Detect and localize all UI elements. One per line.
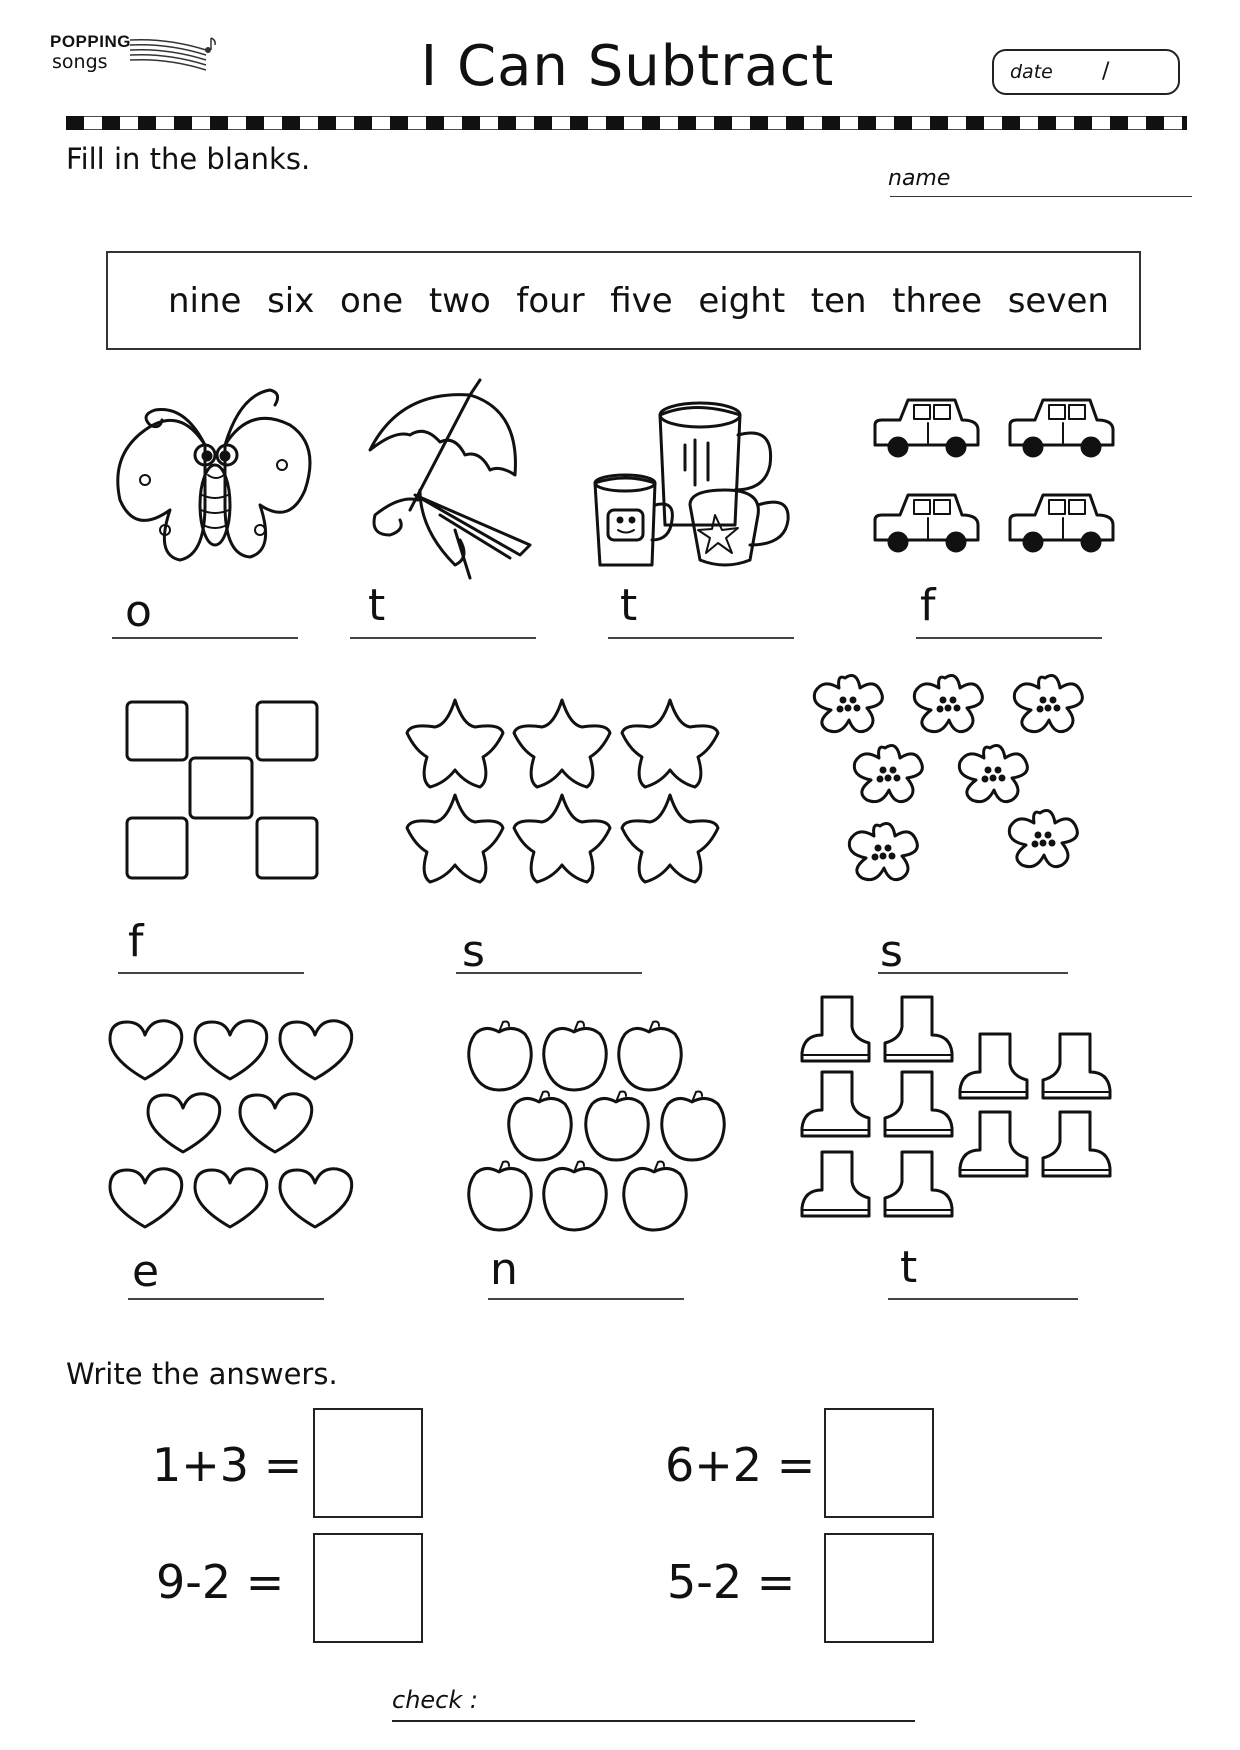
answer-blank[interactable] (112, 637, 298, 639)
answer-blank[interactable] (878, 972, 1068, 974)
word-bank-item: four (516, 281, 585, 321)
answer-blank[interactable] (118, 972, 304, 974)
answer-blank[interactable] (350, 637, 536, 639)
square-icon (125, 700, 325, 885)
answer-box[interactable] (313, 1533, 423, 1643)
blank-first-letter: s (462, 926, 485, 977)
answer-blank[interactable] (608, 637, 794, 639)
butterfly-icon (110, 385, 320, 565)
math-problem: 6+2 = (665, 1438, 816, 1492)
flower-icon (805, 670, 1105, 895)
blank-first-letter: t (620, 580, 638, 631)
word-bank-item: eight (698, 281, 786, 321)
word-bank (106, 251, 1141, 350)
answer-blank[interactable] (916, 637, 1102, 639)
page-title: I Can Subtract (420, 34, 835, 99)
name-label: name (888, 166, 951, 191)
answer-blank[interactable] (888, 1298, 1078, 1300)
math-problem: 5-2 = (667, 1555, 796, 1609)
blank-first-letter: t (900, 1242, 918, 1293)
blank-first-letter: e (132, 1246, 160, 1297)
date-label: date (1010, 61, 1053, 83)
logo-text-top: POPPING (50, 32, 131, 51)
name-field[interactable] (890, 196, 1192, 197)
date-separator: / (1102, 59, 1110, 84)
word-bank-item: seven (1007, 281, 1109, 321)
blank-first-letter: f (920, 580, 936, 631)
boot-icon (800, 995, 1120, 1225)
math-problem: 9-2 = (156, 1555, 285, 1609)
word-bank-item: two (428, 281, 491, 321)
date-field[interactable] (992, 49, 1180, 95)
blank-first-letter: f (128, 916, 144, 967)
blank-first-letter: o (125, 586, 152, 637)
word-bank-item: three (892, 281, 983, 321)
answer-box[interactable] (824, 1408, 934, 1518)
fill-in-instruction: Fill in the blanks. (66, 142, 311, 176)
car-icon (870, 395, 1120, 575)
word-bank-item: one (339, 281, 404, 321)
word-bank-item: ten (810, 281, 867, 321)
checkered-divider (66, 116, 1187, 130)
blank-first-letter: n (490, 1244, 518, 1295)
umbrella-icon (360, 380, 540, 580)
math-problem: 1+3 = (152, 1438, 303, 1492)
logo-text-bottom: songs (52, 51, 108, 73)
answer-box[interactable] (313, 1408, 423, 1518)
answer-blank[interactable] (128, 1298, 324, 1300)
check-label: check : (392, 1686, 478, 1714)
star-icon (400, 695, 730, 885)
word-bank-item: six (267, 281, 315, 321)
word-bank-item: nine (168, 281, 242, 321)
heart-icon (105, 1015, 365, 1235)
word-bank-item: five (610, 281, 673, 321)
answers-instruction: Write the answers. (66, 1357, 338, 1391)
answer-box[interactable] (824, 1533, 934, 1643)
answer-blank[interactable] (488, 1298, 684, 1300)
blank-first-letter: s (880, 926, 903, 977)
blank-first-letter: t (368, 580, 386, 631)
answer-blank[interactable] (456, 972, 642, 974)
apple-icon (460, 1015, 735, 1230)
cup-icon (590, 395, 820, 570)
check-field[interactable] (392, 1720, 915, 1722)
